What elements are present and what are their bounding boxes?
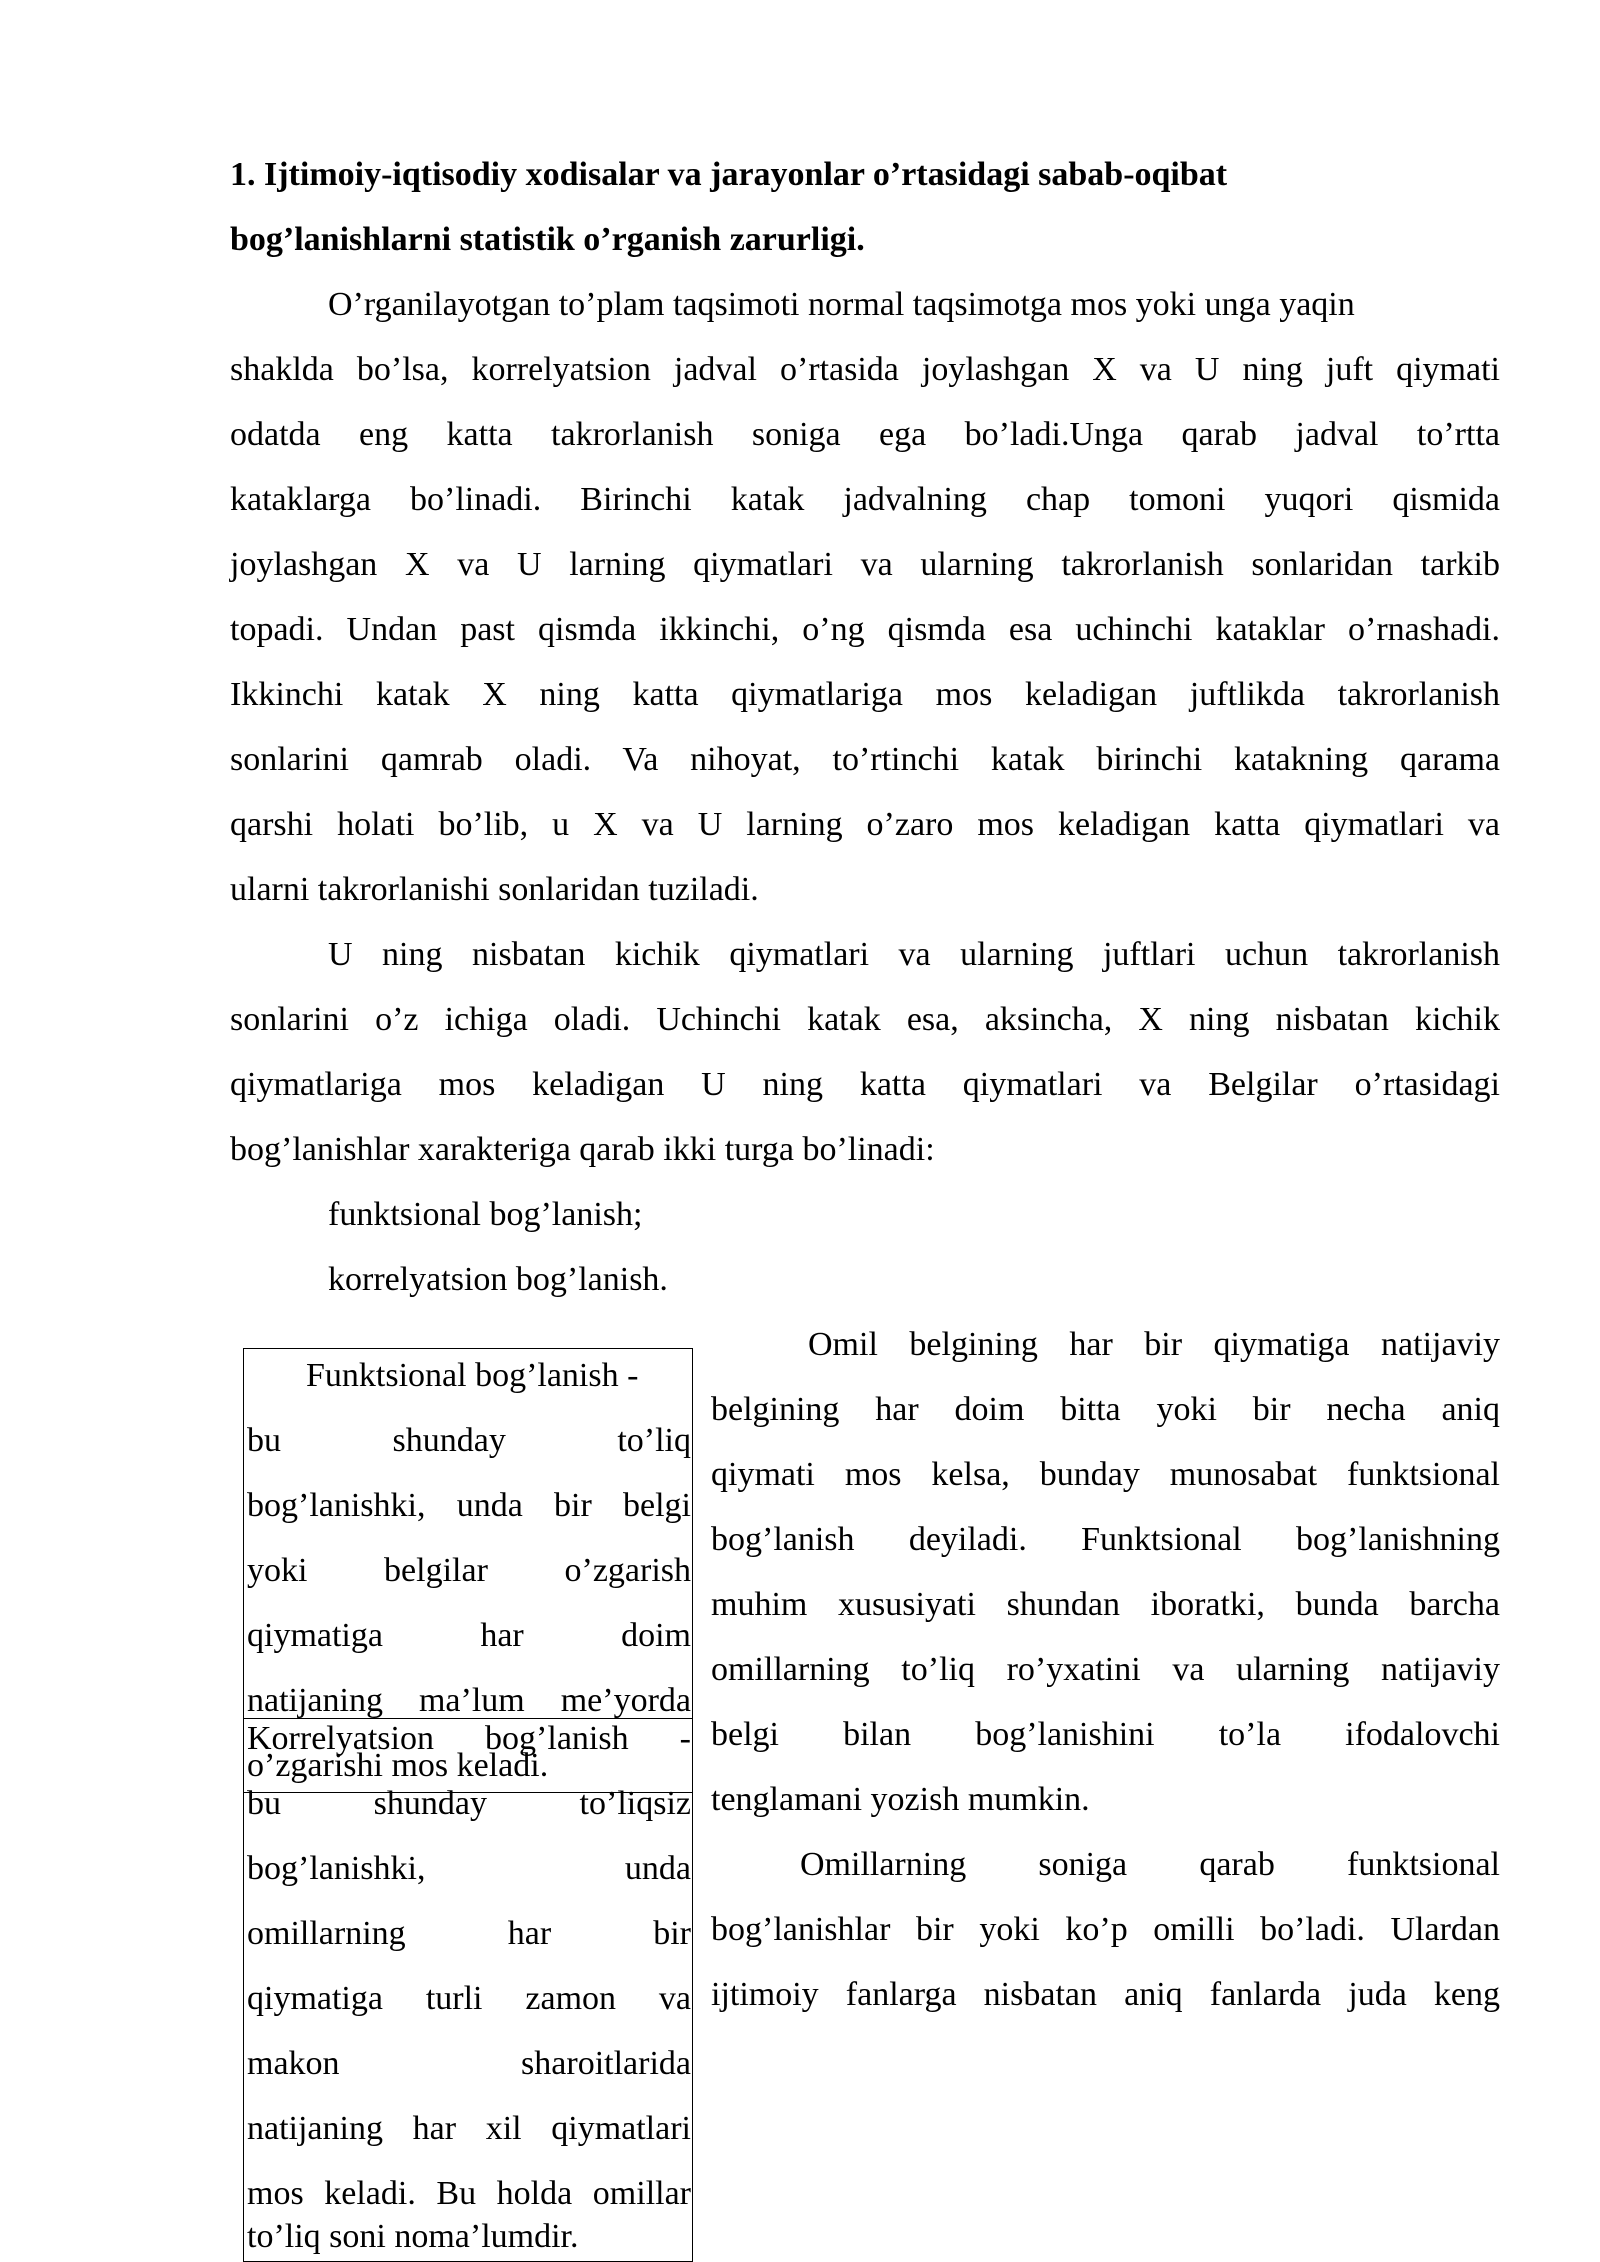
paragraph-2-line: bog’lanishlar xarakteriga qarab ikki turga bo’linadi: <box>230 1131 935 1168</box>
right-column-line: tenglamani yozish mumkin. <box>711 1781 1090 1818</box>
paragraph-2-line: U ning nisbatan kichik qiymatlari va ularning juftlari uchun takrorlanish <box>328 936 1500 973</box>
paragraph-1-line: O’rganilayotgan to’plam taqsimoti normal taqsimotga mos yoki unga yaqin <box>328 286 1355 323</box>
box-1-line: o’zgarishi mos keladi. <box>247 1747 549 1784</box>
box-2-line: mos keladi. Bu holda omillar <box>247 2175 691 2212</box>
box-2-line: to’liq soni noma’lumdir. <box>247 2218 579 2255</box>
box-1-line: natijaning ma’lum me’yorda <box>247 1682 691 1719</box>
right-column-line: muhim xususiyati shundan iboratki, bunda barcha <box>711 1586 1500 1623</box>
paragraph-1-line: odatda eng katta takrorlanish soniga ega bo’ladi.Unga qarab jadval to’rtta <box>230 416 1500 453</box>
paragraph-1-line: joylashgan X va U larning qiymatlari va ularning takrorlanish sonlaridan tarkib <box>230 546 1500 583</box>
right-column-line: bog’lanishlar bir yoki ko’p omilli bo’ladi. Ulardan <box>711 1911 1500 1948</box>
right-column-line: belgining har doim bitta yoki bir necha aniq <box>711 1391 1500 1428</box>
right-column-line: ijtimoiy fanlarga nisbatan aniq fanlarda juda keng <box>711 1976 1500 2013</box>
right-column-line: qiymati mos kelsa, bunday munosabat funktsional <box>711 1456 1500 1493</box>
box-1-line: yoki belgilar o’zgarish <box>247 1552 691 1589</box>
paragraph-1-line: sonlarini qamrab oladi. Va nihoyat, to’rtinchi katak birinchi katakning qarama <box>230 741 1500 778</box>
box-1-line: bu shunday to’liq <box>247 1422 691 1459</box>
box-1-line: bog’lanishki, unda bir belgi <box>247 1487 691 1524</box>
paragraph-1-line: kataklarga bo’linadi. Birinchi katak jadvalning chap tomoni yuqori qismida <box>230 481 1500 518</box>
box-2-line: makon sharoitlarida <box>247 2045 691 2082</box>
box-2-line: qiymatiga turli zamon va <box>247 1980 691 2017</box>
correlation-definition-box <box>243 1718 693 2262</box>
right-column-line: Omil belgining har bir qiymatiga natijaviy <box>808 1326 1500 1363</box>
section-heading-line-1: 1. Ijtimoiy-iqtisodiy xodisalar va jarayonlar o’rtasidagi sabab-oqibat <box>230 156 1228 193</box>
box-2-line: Korrelyatsion bog’lanish - <box>247 1720 691 1757</box>
paragraph-1-line: qarshi holati bo’lib, u X va U larning o’zaro mos keladigan katta qiymatlari va <box>230 806 1500 843</box>
box-1-line: qiymatiga har doim <box>247 1617 691 1654</box>
paragraph-2-line: qiymatlariga mos keladigan U ning katta qiymatlari va Belgilar o’rtasidagi <box>230 1066 1500 1103</box>
paragraph-1-line: Ikkinchi katak X ning katta qiymatlariga mos keladigan juftlikda takrorlanish <box>230 676 1500 713</box>
right-column-line: Omillarning soniga qarab funktsional <box>800 1846 1500 1883</box>
list-item-functional: funktsional bog’lanish; <box>328 1196 643 1233</box>
box-2-line: omillarning har bir <box>247 1915 691 1952</box>
box-2-line: natijaning har xil qiymatlari <box>247 2110 691 2147</box>
box-1-line: Funktsional bog’lanish - <box>306 1357 639 1394</box>
box-2-line: bu shunday to’liqsiz <box>247 1785 691 1822</box>
right-column-line: belgi bilan bog’lanishini to’la ifodalovchi <box>711 1716 1500 1753</box>
list-item-correlation: korrelyatsion bog’lanish. <box>328 1261 668 1298</box>
paragraph-2-line: sonlarini o’z ichiga oladi. Uchinchi katak esa, aksincha, X ning nisbatan kichik <box>230 1001 1500 1038</box>
right-column-line: bog’lanish deyiladi. Funktsional bog’lanishning <box>711 1521 1500 1558</box>
right-column-line: omillarning to’liq ro’yxatini va ularning natijaviy <box>711 1651 1500 1688</box>
box-2-line: bog’lanishki, unda <box>247 1850 691 1887</box>
paragraph-1-line: shaklda bo’lsa, korrelyatsion jadval o’rtasida joylashgan X va U ning juft qiymati <box>230 351 1500 388</box>
paragraph-1-line: topadi. Undan past qismda ikkinchi, o’ng qismda esa uchinchi kataklar o’rnashadi. <box>230 611 1500 648</box>
paragraph-1-line: ularni takrorlanishi sonlaridan tuziladi. <box>230 871 759 908</box>
section-heading-line-2: bog’lanishlarni statistik o’rganish zarurligi. <box>230 221 865 258</box>
